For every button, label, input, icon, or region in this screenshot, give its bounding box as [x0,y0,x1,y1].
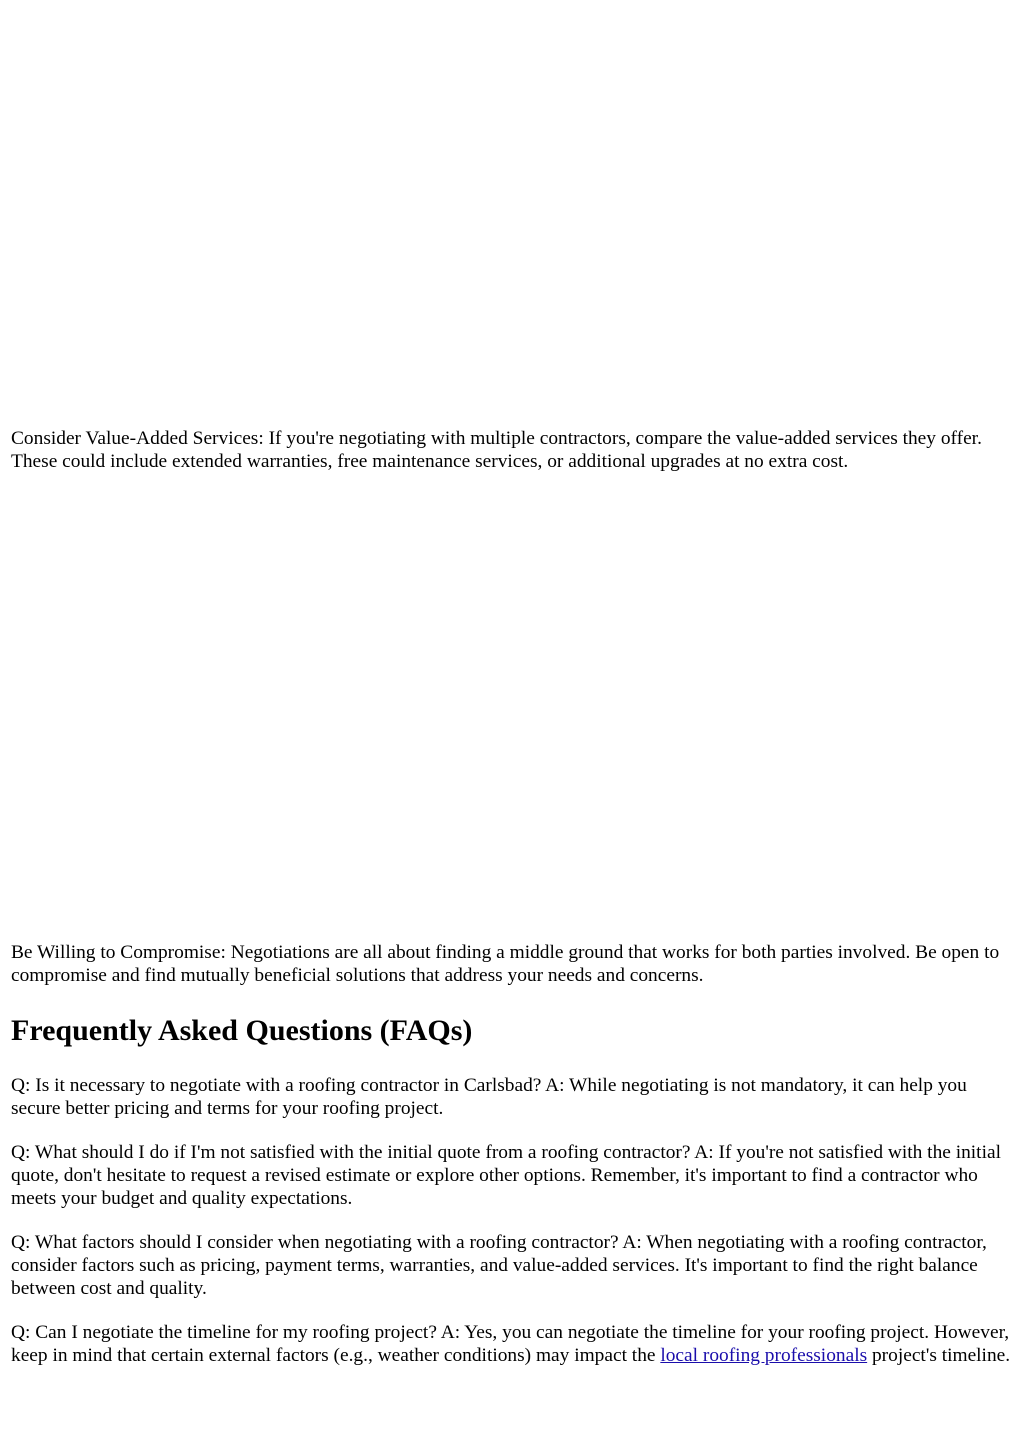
faq-heading: Frequently Asked Questions (FAQs) [11,1014,473,1047]
faq-item-text-before: Q: Can I negotiate the timeline for my roofing project? A: Yes, you can negotiate the timeline for your roofing project. However, keep in mind that certain external factors (e.g., weather conditions) may impact the [11,1322,1010,1366]
faq-item: Q: What factors should I consider when negotiating with a roofing contractor? A: When negotiating with a roofing contractor, consider factors such as pricing, payment terms, warranties, and value-added services. It's important to find the right balance between cost and quality. [11,1232,987,1299]
faq-item: Q: Is it necessary to negotiate with a roofing contractor in Carlsbad? A: While negotiating is not mandatory, it can help you secure better pricing and terms for your roofing project. [11,1075,967,1119]
faq-item-text-after: project's timeline. [867,1345,1011,1366]
compromise-paragraph: Be Willing to Compromise: Negotiations are all about finding a middle ground that works for both parties involved. Be open to compromise and find mutually beneficial solutions that address your needs and concerns. [11,942,1000,986]
value-added-services-paragraph: Consider Value-Added Services: If you're negotiating with multiple contractors, compare the value-added services they offer. These could include extended warranties, free maintenance services, or additional upgrades at no extra cost. [11,428,982,472]
local-roofing-professionals-link[interactable]: local roofing professionals [660,1345,868,1366]
faq-item: Q: What should I do if I'm not satisfied with the initial quote from a roofing contractor? A: If you're not satisfied with the initial quote, don't hesitate to request a revised estimate or explore other options. Remember, it's important to find a contractor who meets your budget and quality expectations. [11,1142,1001,1209]
faq-item [11,1321,1015,1367]
